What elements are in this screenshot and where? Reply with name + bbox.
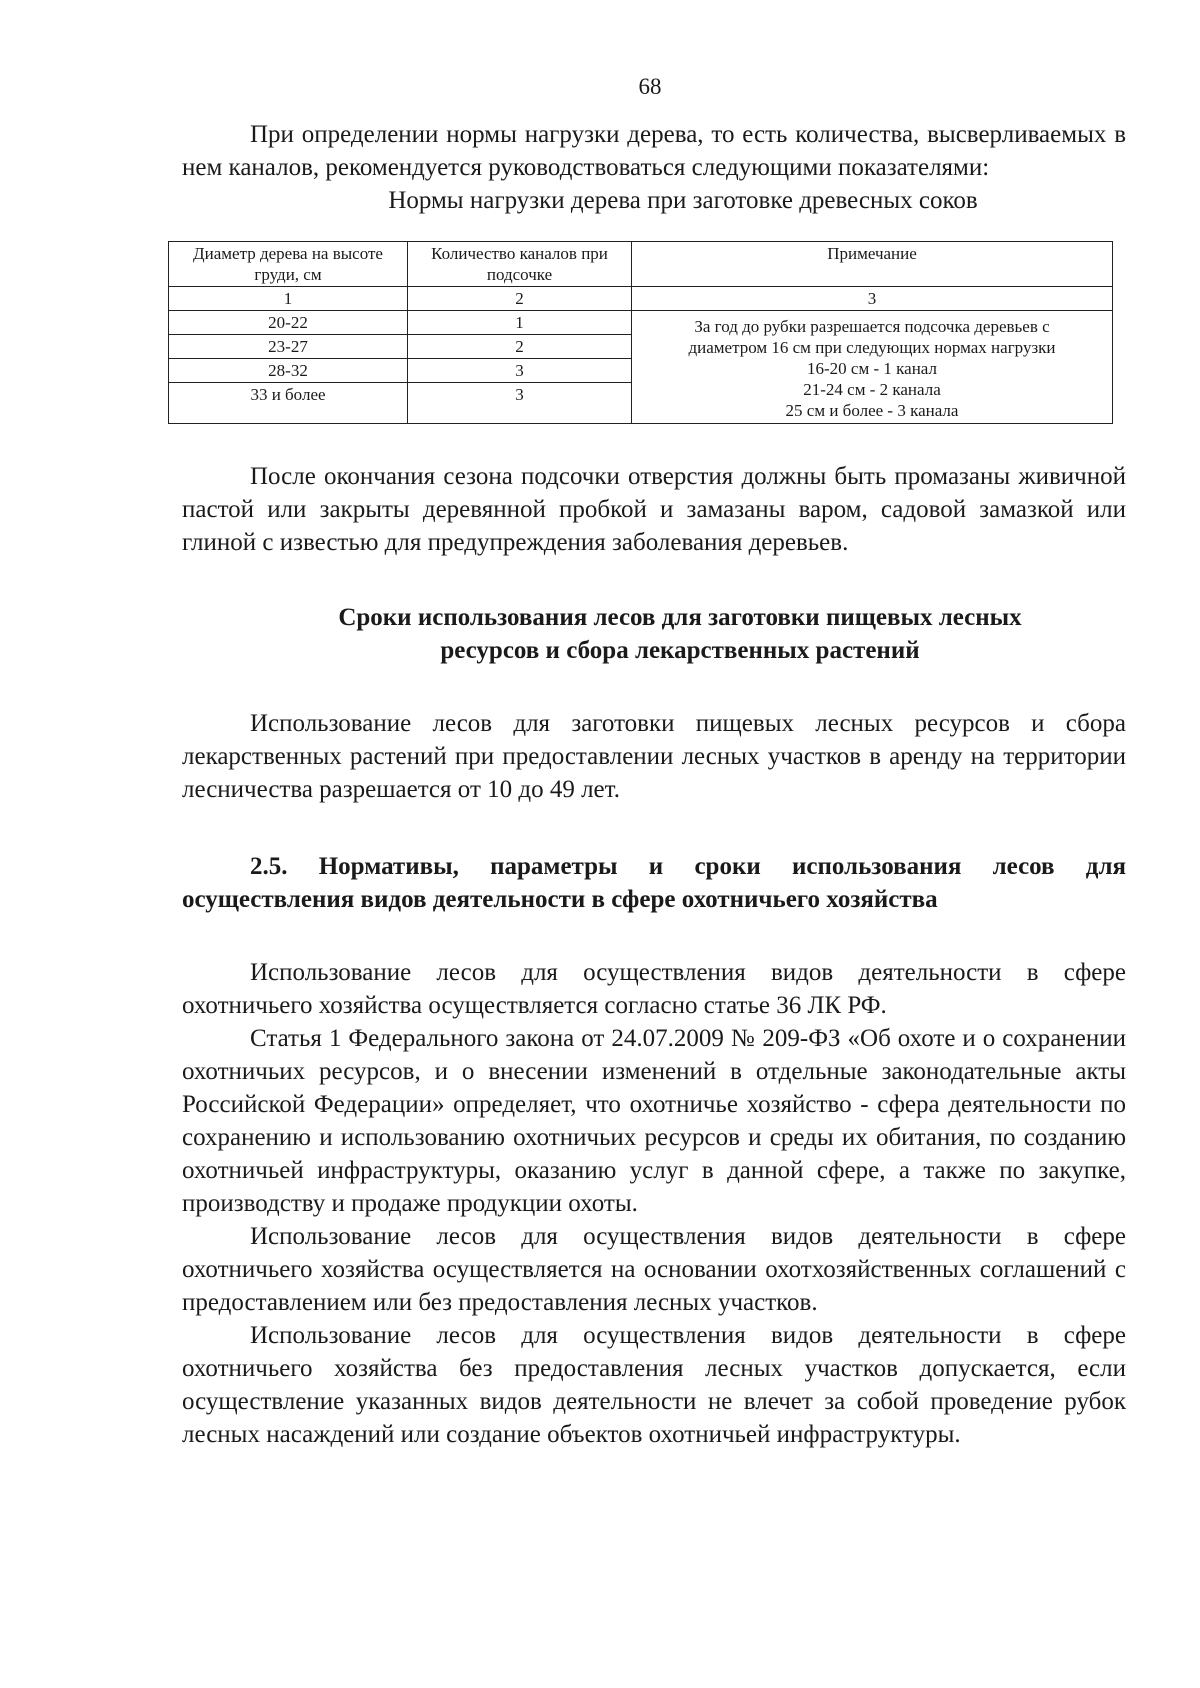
note-line: 16-20 см - 1 канал xyxy=(807,358,937,378)
after-table-paragraph: После окончания сезона подсочки отверстия должны быть промазаны живичной пастой или закрыты деревянной пробкой и замазаны варом, садовой замазкой или глиной с известью для предупреждения заболевания деревьев. xyxy=(182,463,1126,556)
table-column-numbers-row xyxy=(169,287,1113,311)
header-diameter: Диаметр дерева на высоте груди, см xyxy=(169,242,408,287)
note-line: 21-24 см - 2 канала xyxy=(803,379,941,399)
cell-channels: 3 xyxy=(408,383,632,424)
cell-channels: 1 xyxy=(408,311,632,335)
intro-paragraph: При определении нормы нагрузки дерева, то есть количества, высверливаемых в нем каналов, рекомендуется руководствоваться следующими показателями: xyxy=(182,121,1126,181)
cell-diameter: 23-27 xyxy=(169,335,408,359)
header-note: Примечание xyxy=(632,242,1113,287)
table-header-row xyxy=(169,242,1113,287)
column-number: 2 xyxy=(408,287,632,311)
note-line: диаметром 16 см при следующих нормах нагрузки xyxy=(688,337,1056,357)
hunting-paragraph: Использование лесов для осуществления видов деятельности в сфере охотничьего хозяйства осуществляется согласно статье 36 ЛК РФ. xyxy=(182,959,1126,1019)
section-heading-food-resources xyxy=(182,601,1126,667)
hunting-paragraph: Использование лесов для осуществления видов деятельности в сфере охотничьего хозяйства осуществляется на основании охотхозяйственных соглашений с предоставлением или без предоставления лесных участков. xyxy=(182,1223,1126,1316)
column-number: 3 xyxy=(632,287,1113,311)
cell-diameter: 20-22 xyxy=(169,311,408,335)
terms-paragraph: Использование лесов для заготовки пищевых лесных ресурсов и сбора лекарственных растений при предоставлении лесных участков в аренду на территории лесничества разрешается от 10 до 49 лет. xyxy=(182,710,1126,803)
table-row xyxy=(169,311,1113,335)
cell-channels: 2 xyxy=(408,335,632,359)
hunting-paragraph: Использование лесов для осуществления видов деятельности в сфере охотничьего хозяйства без предоставления лесных участков допускается, если осуществление указанных видов деятельности не влечет за собой проведение рубок лесных насаждений или создание объектов охотничьей инфраструктуры. xyxy=(182,1322,1126,1448)
note-line: 25 см и более - 3 канала xyxy=(785,400,959,420)
heading-line: ресурсов и сбора лекарственных растений xyxy=(440,637,920,664)
table-title: Нормы нагрузки дерева при заготовке древесных соков xyxy=(388,187,978,214)
cell-diameter: 33 и более xyxy=(169,383,408,424)
page-number: 68 xyxy=(638,74,662,99)
hunting-paragraph: Статья 1 Федерального закона от 24.07.2009 № 209-ФЗ «Об охоте и о сохранении охотничьих ресурсов, и о внесении изменений в отдельные законодательные акты Российской Федерации» определяет, что охотничье хозяйство - сфера деятельности по сохранению и использованию охотничьих ресурсов и среды их обитания, по созданию охотничьей инфраструктуры, оказанию услуг в данной сфере, а также по закупке, производству и продаже продукции охоты. xyxy=(182,1025,1126,1217)
section-heading-hunting: 2.5. Нормативы, параметры и сроки использования лесов для осуществления видов деятельности в сфере охотничьего хозяйства xyxy=(182,853,1126,913)
column-number: 1 xyxy=(169,287,408,311)
note-line: За год до рубки разрешается подсочка деревьев с xyxy=(694,316,1050,336)
cell-diameter: 28-32 xyxy=(169,359,408,383)
cell-note xyxy=(632,311,1113,424)
document-body xyxy=(182,118,1126,1451)
header-channels: Количество каналов при подсочке xyxy=(408,242,632,287)
tree-load-norms-table xyxy=(168,241,1113,424)
cell-channels: 3 xyxy=(408,359,632,383)
heading-line: Сроки использования лесов для заготовки пищевых лесных xyxy=(338,604,1022,631)
